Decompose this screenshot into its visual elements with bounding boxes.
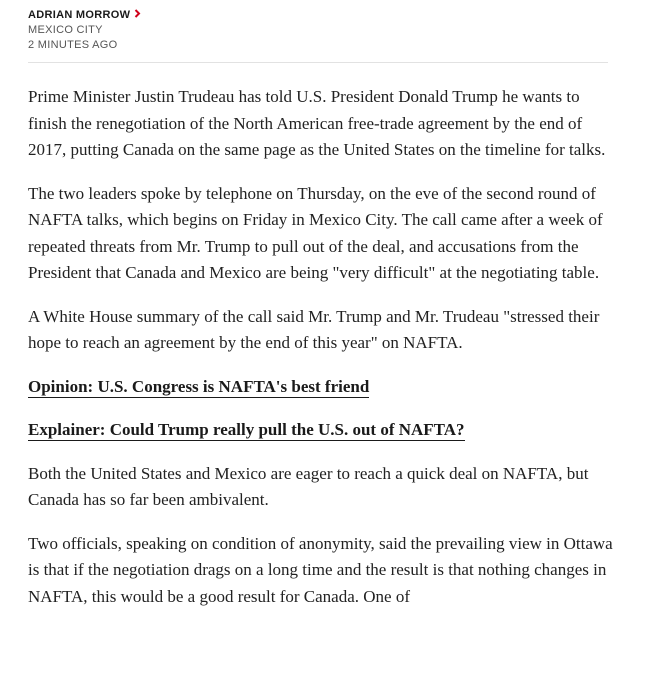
article-body [28, 84, 618, 627]
chevron-right-icon [134, 8, 141, 23]
article-paragraph: Two officials, speaking on condition of anonymity, said the prevailing view in Ottawa is that if the negotiation drags on a long time and the result is that nothing changes in NAFTA, this would be a good result for Canada. One of [28, 533, 613, 606]
article-paragraph: Prime Minister Justin Trudeau has told U.S. President Donald Trump he wants to finish the renegotiation of the North American free-trade agreement by the end of 2017, putting Canada on the same page as the United States on the timeline for talks. [28, 87, 606, 159]
related-link-opinion[interactable]: Opinion: U.S. Congress is NAFTA's best friend [28, 376, 370, 396]
article-paragraph: Both the United States and Mexico are eager to reach a quick deal on NAFTA, but Canada has so far been ambivalent. [28, 463, 589, 509]
related-link-item [28, 417, 618, 444]
dateline-location: MEXICO CITY [28, 24, 103, 36]
author-link[interactable] [28, 8, 141, 23]
author-name[interactable]: ADRIAN MORROW [28, 9, 131, 21]
article-paragraph: The two leaders spoke by telephone on Thursday, on the eve of the second round of NAFTA talks, which begins on Friday in Mexico City. The call came after a week of repeated threats from Mr. Trump to pull out of the deal, and accusations from the President that Canada and Mexico are being "very difficult" at the negotiating table. [28, 183, 603, 282]
byline [28, 8, 141, 53]
related-link-explainer[interactable]: Explainer: Could Trump really pull the U.S. out of NAFTA? [28, 420, 465, 439]
timestamp: 2 MINUTES AGO [28, 39, 118, 51]
divider [28, 62, 608, 63]
related-link-item [28, 374, 618, 401]
article-paragraph: A White House summary of the call said Mr. Trump and Mr. Trudeau "stressed their hope to reach an agreement by the end of this year" on NAFTA. [28, 306, 600, 352]
